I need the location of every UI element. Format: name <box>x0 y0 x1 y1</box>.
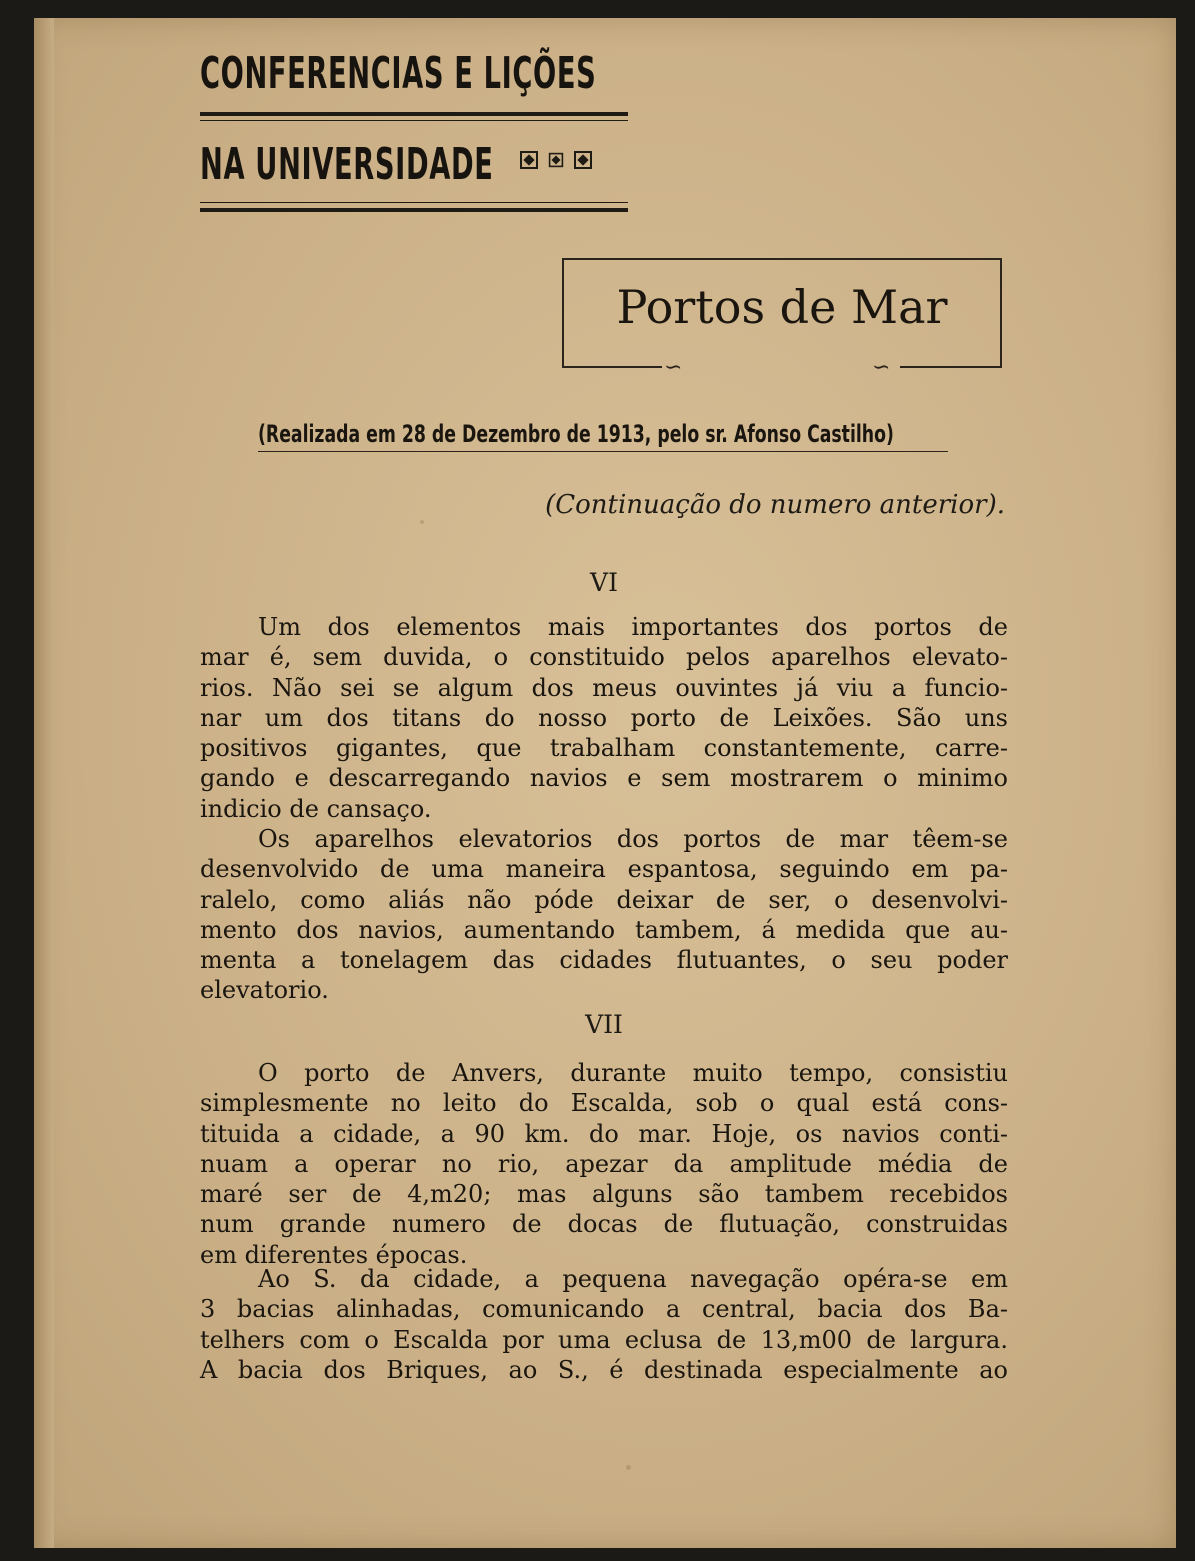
text-line: telhers com o Escalda por uma eclusa de 13,m00 de largura. <box>200 1325 1008 1354</box>
masthead-rule <box>200 208 628 212</box>
text-line: Ao S. da cidade, a pequena navegação opéra-se em <box>258 1265 1008 1293</box>
article-title: Portos de Mar <box>616 280 948 334</box>
paragraph <box>200 1058 1008 1270</box>
text-line: Os aparelhos elevatorios dos portos de mar têem-se <box>258 825 1008 853</box>
title-frame-rule <box>900 366 1002 368</box>
flourish-right-icon: ∽ <box>872 355 891 380</box>
paper-speck <box>420 520 424 524</box>
masthead-line-1: CONFERENCIAS E LIÇÕES <box>200 48 597 99</box>
text-line: menta a tonelagem das cidades flutuantes, o seu poder <box>200 946 1008 975</box>
masthead-rule <box>200 120 628 121</box>
text-line: num grande numero de docas de flutuação, construidas <box>200 1210 1008 1239</box>
text-line: em diferentes épocas. <box>200 1240 468 1269</box>
byline-rule <box>258 451 948 452</box>
section-numeral: VII <box>585 1010 623 1039</box>
text-line: maré ser de 4,m20; mas alguns são tambem recebidos <box>200 1180 1008 1209</box>
text-line: tituida a cidade, a 90 km. do mar. Hoje, os navios conti- <box>200 1119 1008 1148</box>
paragraph <box>200 824 1008 1006</box>
text-line: elevatorio. <box>200 976 329 1005</box>
text-line: desenvolvido de uma maneira espantosa, seguindo em pa- <box>200 855 1008 884</box>
continuation-note: (Continuação do numero anterior). <box>545 490 1005 520</box>
text-line: simplesmente no leito do Escalda, sob o qual está cons- <box>200 1089 1008 1118</box>
title-frame-rule <box>562 366 662 368</box>
ornament-icon <box>574 151 592 169</box>
ornament-icon <box>549 153 563 167</box>
text-line: O porto de Anvers, durante muito tempo, consistiu <box>258 1059 1008 1087</box>
text-line: ralelo, como aliás não póde deixar de ser, o desenvolvi- <box>200 885 1008 914</box>
paper-speck <box>626 1465 631 1470</box>
text-line: mar é, sem duvida, o constituido pelos aparelhos elevato- <box>200 643 1008 672</box>
text-line: indicio de cansaço. <box>200 794 432 823</box>
text-line: 3 bacias alinhadas, comunicando a central, bacia dos Ba- <box>200 1295 1008 1324</box>
section-numeral: VI <box>590 568 618 597</box>
text-line: mento dos navios, aumentando tambem, á medida que au- <box>200 915 1008 944</box>
text-line: gando e descarregando navios e sem mostrarem o minimo <box>200 764 1008 793</box>
article-byline: (Realizada em 28 de Dezembro de 1913, pelo sr. Afonso Castilho) <box>258 420 894 448</box>
masthead-rule <box>200 112 628 116</box>
ornament-icon <box>520 151 538 169</box>
text-line: rios. Não sei se algum dos meus ouvintes já viu a funcio- <box>200 673 1008 702</box>
text-line: Um dos elementos mais importantes dos portos de <box>258 613 1008 641</box>
paragraph <box>200 612 1008 824</box>
text-line: nar um dos titans do nosso porto de Leixões. São uns <box>200 703 1008 732</box>
masthead-line-2: NA UNIVERSIDADE <box>200 139 494 190</box>
text-line: positivos gigantes, que trabalham constantemente, carre- <box>200 734 1008 763</box>
page-binding-edge <box>34 18 54 1548</box>
text-line: nuam a operar no rio, apezar da amplitude média de <box>200 1149 1008 1178</box>
text-line: A bacia dos Briques, ao S., é destinada especialmente ao <box>200 1355 1008 1384</box>
paragraph <box>200 1264 1008 1385</box>
masthead-ornaments <box>520 151 592 169</box>
flourish-left-icon: ∽ <box>664 355 683 380</box>
masthead-rule <box>200 202 628 203</box>
